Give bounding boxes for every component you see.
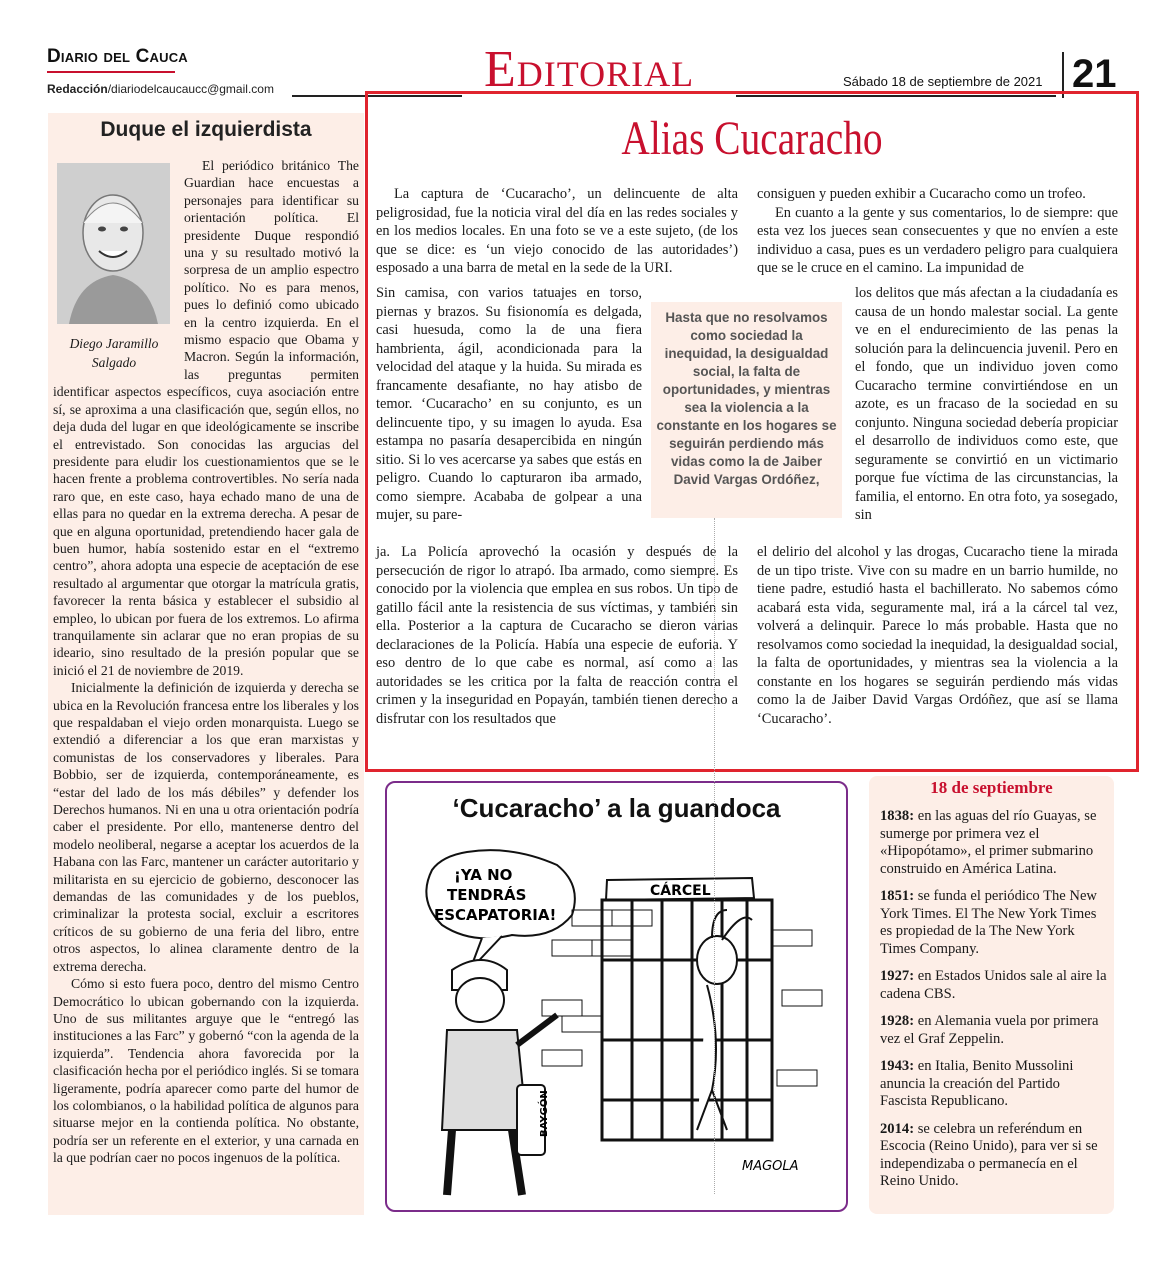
redaccion-line <box>47 82 274 96</box>
cartoon-title: ‘Cucaracho’ a la guandoca <box>452 793 781 823</box>
event-year: 1928: <box>880 1013 915 1029</box>
cartoon-illustration-icon <box>392 840 842 1205</box>
editorial-paragraph-7: el delirio del alcohol y las drogas, Cucaracho tiene la mirada de un tipo triste. Vive con su madre en un barrio humilde, no tiene padre, estudió hasta el bachillerato. No sabemos cómo acabará esta vida, seguramente mal, irá a la cárcel tal vez, volverá a delinquir. Parece lo más probable. Hasta que no resolvamos como sociedad la inequidad, la desigualdad social, la falta de oportunidades, y mientras sea la violencia a la constante en los hogares se seguirán perdiendo más vidas como la de Jaiber David Vargas Ordóñez, que así se llama ‘Cucaracho’. <box>757 544 1118 727</box>
pullquote-text: Hasta que no resolvamos como sociedad la inequidad, la desigualdad social, la falta de oportunidades, y mientras sea la violencia a la constante en los hogares se seguirán perdiendo más vidas como la de Jaiber David Vargas Ordóñez, <box>656 310 837 487</box>
masthead-logo: Diario del Cauca <box>47 46 188 67</box>
editorial-paragraph-1: La captura de ‘Cucaracho’, un delincuente de alta peligrosidad, fue la noticia viral del día en las redes sociales y en los medios locales. En una foto se ve a este sujeto, (de los que se dice: es ‘un viejo conocido de las autoridades’) esposado a una barra de metal en la sede de la URI. <box>376 186 738 276</box>
events-list <box>880 808 1108 1201</box>
editorial-col2-mid <box>855 284 1118 546</box>
event-item <box>880 808 1108 878</box>
column-paragraph-2: Inicialmente la definición de izquierda y derecha se ubica en la Revolución francesa entre los liberales y los que respaldaban el viejo orden monarquista. Luego se extendió a diferenciar a los que eran marxistas y comunistas de los conservadores y liberales. Para Bobbio, ser de izquierda, contemporáneamente, es “estar del lado de los más débiles” y defender los Derechos humanos. Ni en una u otra orientación podría caber el presidente. Por ello, mantenerse dentro del modelo neoliberal, negarse a aceptar los acuerdos de la Habana con las Farc, mantener un carácter autoritario y militarista en su ejercicio de gobierno, desconocer las demandas de las comunidades y de los pueblos, criminalizar la protesta social, excluir a escritores críticos de su gobierno de una feria del libro, entre otros aspectos, lo alinea claramente dentro de la extrema derecha. <box>53 680 359 974</box>
event-year: 1927: <box>880 968 915 984</box>
editorial-col1-mid <box>376 284 642 546</box>
event-year: 1851: <box>880 888 915 904</box>
editorial-paragraph-3: ja. La Policía aprovechó la ocasión y después de la persecución de rigor lo atrapó. Iba armado, como siempre. Es conocido por la violencia que emplea en sus robos. Un tipo de gatillo fácil ante la resistencia de sus víctimas, y también sin ella. Posterior a la captura de Cucaracho se dieron varias declaraciones de la Policía. Había una especie de euforia. Y eso dentro de lo que cabe es normal, así como a las autoridades se les critica por la falta de reacción contra el crimen y la inseguridad en Popayán, también tienen derecho a disfrutar con los resultados que <box>376 544 738 727</box>
events-title: 18 de septiembre <box>930 778 1053 797</box>
author-name-line1: Diego Jaramillo <box>69 336 159 351</box>
event-text: se funda el periódico The New York Times. El The New York Times es propiedad de la The New York Times Company. <box>880 888 1097 957</box>
editorial-paragraph-4: consiguen y pueden exhibir a Cucaracho como un trofeo. <box>757 186 1086 202</box>
redaccion-email[interactable]: /diariodelcaucaucc@gmail.com <box>107 82 274 96</box>
event-item <box>880 888 1108 958</box>
spray-can-label: BAYGÓN <box>539 1090 550 1137</box>
editorial-paragraph-6: los delitos que más afectan a la ciudadanía es causa de un hondo malestar social. La gente ve en el endurecimiento de las penas la solución para la delincuencia juvenil. Pero en el fondo, que un individuo joven como Cucaracho termine convirtiéndose en un azote, es un fracaso de la sociedad en su conjunto. Ninguna sociedad debería propiciar el desarrollo de individuos como este, que seguramente se convirtió en un victimario porque fue víctima de las circunstancias, la familia, el entorno. En otra foto, ya sosegado, sin <box>855 285 1118 523</box>
column-author <box>55 334 173 372</box>
editorial-headline: Alias Cucaracho <box>621 112 883 165</box>
column-paragraph-1: El periódico británico The Guardian hace encuestas a personajes para identificar su orientación política. El presidente Duque respondió una y su resultado motivó la sorpresa de un amplio espectro político. No es para menos, pues lo definió como ubicado en la centro izquierda. En el mismo espacio que Obama y Macron. Según la información, las preguntas permiten <box>184 158 359 382</box>
column-text-top <box>184 157 359 383</box>
event-year: 1838: <box>880 808 915 824</box>
author-portrait-icon <box>57 163 170 324</box>
event-text: en las aguas del río Guayas, se sumerge por primera vez el «Hipopótamo», el primer submarino construido en América Latina. <box>880 808 1097 877</box>
page-number: 21 <box>1072 52 1117 96</box>
event-item <box>880 1058 1108 1111</box>
editorial-col2-bottom <box>757 543 1118 728</box>
event-year: 1943: <box>880 1058 915 1074</box>
jail-sign: CÁRCEL <box>650 883 711 899</box>
masthead-underline <box>47 71 175 73</box>
author-photo <box>57 163 170 324</box>
event-item <box>880 968 1108 1003</box>
event-text: en Alemania vuela por primera vez el Graf Zeppelin. <box>880 1013 1099 1047</box>
section-title: Editorial <box>484 41 695 98</box>
editorial-paragraph-2: Sin camisa, con varios tatuajes en torso, piernas y brazos. Su fisionomía es delgada, casi huesuda, como la de una fiera hambrienta, ágil, acondicionada para la velocidad del ataque y la huida. Su mirada es francamente desafiante, no hay atisbo de temor. ‘Cucaracho’ en su conjunto, es un delincuente tipo, y su imagen lo ayuda. Esa estampa no pasaría desapercibida en ningún sitio. Si lo ves acercarse ya sabes que estás en peligro. Cuando lo capturaron iba armado, como siempre. Acababa de golpear a una mujer, su pare- <box>376 285 642 523</box>
bubble-line-1: ¡YA NO <box>454 866 513 884</box>
column-divider <box>714 518 715 1194</box>
author-name-line2: Salgado <box>91 355 137 370</box>
editorial-paragraph-5: En cuanto a la gente y sus comentarios, lo de siempre: que esta vez los jueces sean consecuentes y que no envíen a este individuo a casa, pues es un verdadero peligro para cualquiera que se le cruce en el camino. La impunidad de <box>757 204 1118 276</box>
event-text: en Estados Unidos sale al aire la cadena CBS. <box>880 968 1107 1002</box>
editorial-col1-bottom <box>376 543 738 728</box>
event-year: 2014: <box>880 1120 915 1137</box>
event-text: se celebra un referéndum en Escocia (Reino Unido), para ver si se independizaba o permanecía en el Reino Unido. <box>880 1120 1098 1189</box>
bubble-line-3: ESCAPATORIA! <box>434 906 557 924</box>
issue-date: Sábado 18 de septiembre de 2021 <box>843 74 1043 89</box>
column-paragraph-1-cont: identificar aspectos específicos, cuya asociación entre sí, se aproxima a una clasificación que, según ellos, no deja duda del lugar en que ideológicamente se inscribe el entrevistado. Son conocidas las argucias del presidente para eludir los cuestionamientos que se le hacen frente a problema controvertibles. No sería nada raro que, en este caso, haya echado mano de una de ellas para no quedar en la extrema derecha. A pesar de que en alguna oportunidad, pretendiendo hacer gala de buen humor, había sostenido estar en el “extremo centro”, ahora adopta una especie de aceptación de ese resultado al argumentar que otorgar la matrícula gratis, favorecer la renta básica y establecer el subsidio al empleo, lo ubican por fuera de los extremos. Lo afirma tranquilamente sin aclarar que no eran propias de su ideario, sino resultado de la presión popular que se inició el 21 de noviembre de 2019. <box>53 384 359 678</box>
editorial-col1-top <box>376 185 738 278</box>
column-text-body <box>53 383 359 1212</box>
event-text: en Italia, Benito Mussolini anuncia la creación del Partido Fascista Republicano. <box>880 1058 1074 1109</box>
event-item <box>880 1013 1108 1048</box>
editorial-col2-top <box>757 185 1118 278</box>
column-paragraph-3: Cómo si esto fuera poco, dentro del mismo Centro Democrático lo ubican gobernando con la izquierda. Uno de sus militantes arguye que le “entregó las instituciones a las Farc” y gobernó “con la agenda de la izquierda”. Tendencia ahora favorecida por la clasificación hecha por el periódico inglés. Si se tomara ligeramente, podría aparecer como parte del humor de los colombianos, o la habilidad política de algunos para situarse mejor en la contienda política. No obstante, podría ser un referente en el exterior, y una carnada en la que podrían caer no pocos ingenuos de la política. <box>53 976 359 1166</box>
bubble-line-2: TENDRÁS <box>447 886 527 904</box>
cartoonist-signature: MAGOLA <box>742 1159 799 1174</box>
cartoon-drawing <box>392 840 842 1210</box>
column-title: Duque el izquierdista <box>100 118 312 141</box>
redaccion-label: Redacción <box>47 82 108 96</box>
event-item <box>880 1121 1108 1191</box>
